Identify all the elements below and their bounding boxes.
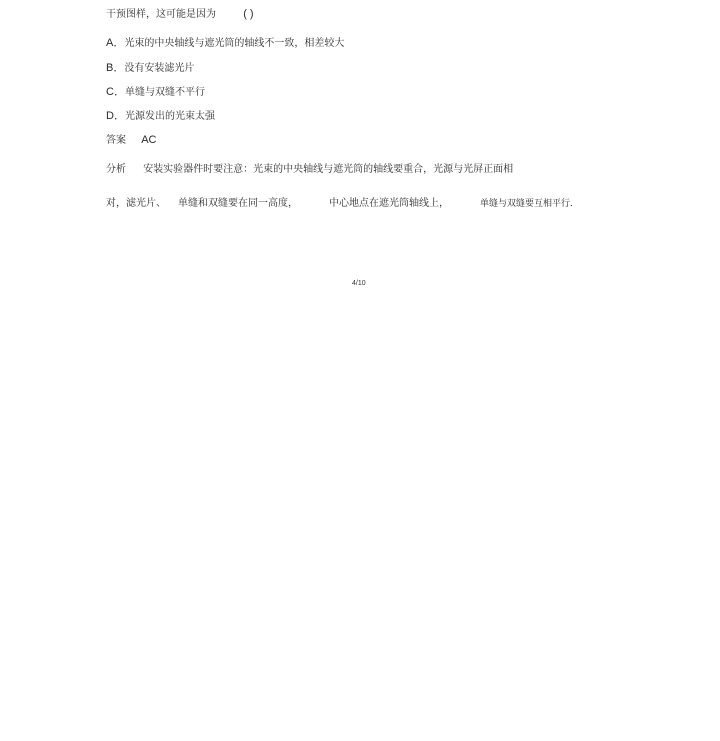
analysis-text-2c: 中心地点在遮光筒轴线上， [329,198,449,209]
analysis-text-2a: 对，滤光片、 [106,198,166,209]
option-a-text: 光束的中央轴线与遮光筒的轴线不一致，相差较大 [124,38,345,49]
analysis-label: 分析 [106,164,126,175]
option-a-letter: A． [106,37,125,49]
option-d-text: 光源发出的光束太强 [124,111,215,122]
option-d-letter: D． [106,110,125,122]
answer-parentheses: ( ) [243,8,254,20]
option-a [106,36,344,51]
analysis-text-1: 安装实验器件时要注意：光束的中央轴线与遮光筒的轴线要重合，光源与光屏正面相 [143,164,514,175]
analysis-text-2d: 单缝与双缝要互相平行． [480,199,580,209]
page-number: 4/10 [352,280,366,287]
option-c-letter: C． [106,86,125,98]
answer-label: 答案 [106,135,126,146]
answer-line [106,133,156,148]
question-stem-line [106,7,254,22]
option-c-text: 单缝与双缝不平行 [124,87,205,98]
answer-value: AC [141,134,157,146]
option-b-letter: B． [106,62,125,74]
analysis-line-1 [106,163,513,177]
analysis-text-2b: 单缝和双缝要在同一高度， [178,198,298,209]
option-c [106,85,205,100]
question-stem: 干预图样，这可能是因为 [106,9,216,20]
option-b-text: 没有安装滤光片 [124,63,195,74]
option-b [106,61,194,76]
option-d [106,109,215,124]
